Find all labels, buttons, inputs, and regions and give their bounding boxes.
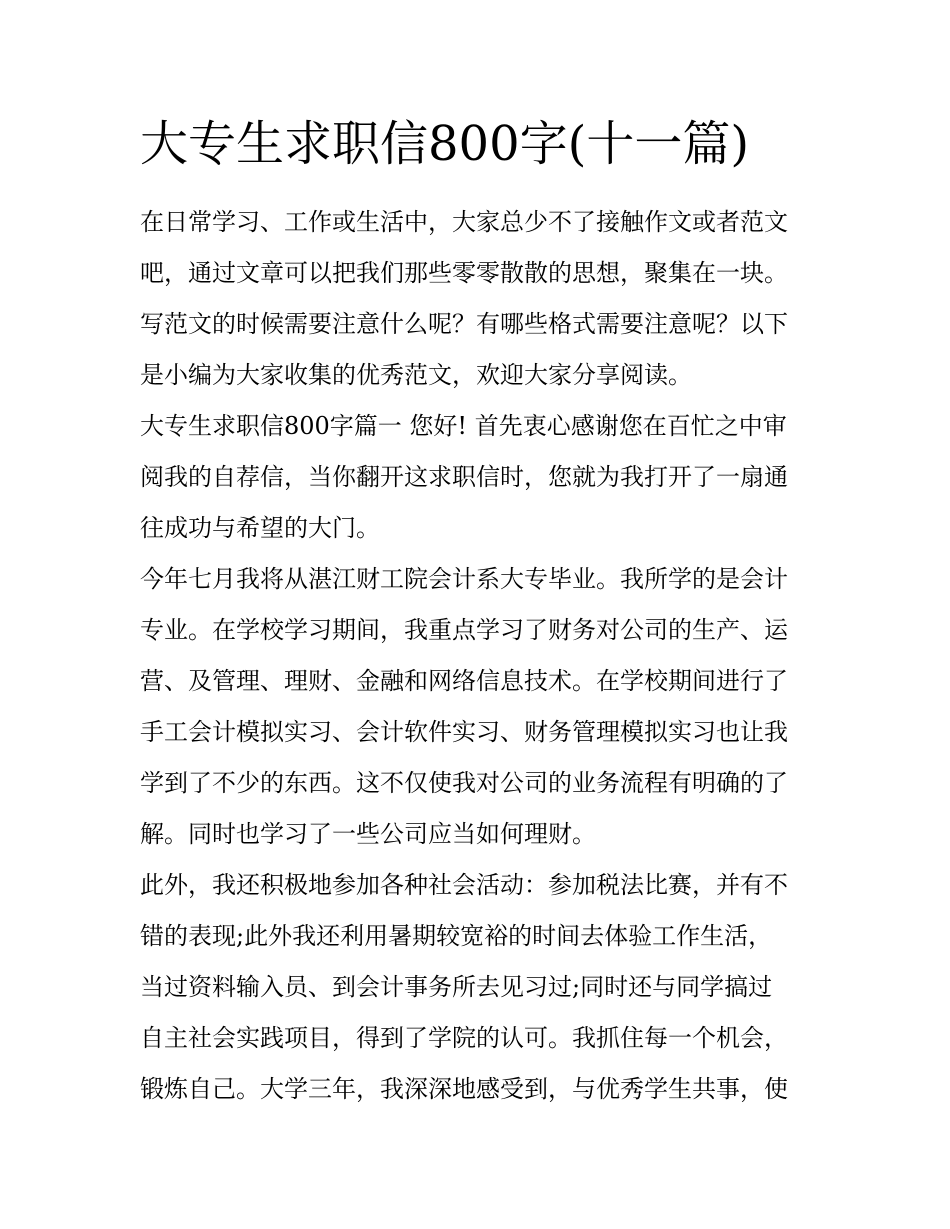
paragraph-activities — [140, 860, 815, 1115]
paragraph-greeting — [140, 401, 815, 554]
paragraph-intro — [140, 197, 815, 401]
text-line: 今年七月我将从湛江财工院会计系大专毕业。我所学的是会计 — [140, 565, 788, 593]
text-line: 往成功与希望的大门。 — [140, 514, 380, 542]
text-line: 在日常学习、工作或生活中，大家总少不了接触作文或者范文 — [140, 208, 788, 236]
text-line: 自主社会实践项目，得到了学院的认可。我抓住每一个机会， — [140, 1024, 788, 1052]
text-line: 错的表现;此外我还利用暑期较宽裕的时间去体验工作生活， — [140, 922, 773, 950]
text-line: 营、及管理、理财、金融和网络信息技术。在学校期间进行了 — [140, 667, 788, 695]
text-line: 吧，通过文章可以把我们那些零零散散的思想，聚集在一块。 — [140, 259, 788, 287]
text-line: 当过资料输入员、到会计事务所去见习过;同时还与同学搞过 — [140, 973, 773, 1001]
text-line: 解。同时也学习了一些公司应当如何理财。 — [140, 820, 596, 848]
text-line: 是小编为大家收集的优秀范文，欢迎大家分享阅读。 — [140, 361, 692, 389]
text-line: 阅我的自荐信，当你翻开这求职信时，您就为我打开了一扇通 — [140, 463, 788, 491]
document-body — [140, 197, 815, 1115]
text-line: 专业。在学校学习期间，我重点学习了财务对公司的生产、运 — [140, 616, 788, 644]
text-line: 写范文的时候需要注意什么呢？有哪些格式需要注意呢？以下 — [140, 310, 788, 338]
document-title: 大专生求职信800字(十一篇) — [140, 116, 750, 172]
text-line: 大专生求职信800字篇一 您好! 首先衷心感谢您在百忙之中审 — [140, 412, 787, 440]
text-line: 学到了不少的东西。这不仅使我对公司的业务流程有明确的了 — [140, 769, 788, 797]
text-line: 手工会计模拟实习、会计软件实习、财务管理模拟实习也让我 — [140, 718, 788, 746]
paragraph-education — [140, 554, 815, 860]
text-line: 锻炼自己。大学三年，我深深地感受到，与优秀学生共事，使 — [140, 1075, 788, 1103]
text-line: 此外，我还积极地参加各种社会活动：参加税法比赛，并有不 — [140, 871, 788, 899]
